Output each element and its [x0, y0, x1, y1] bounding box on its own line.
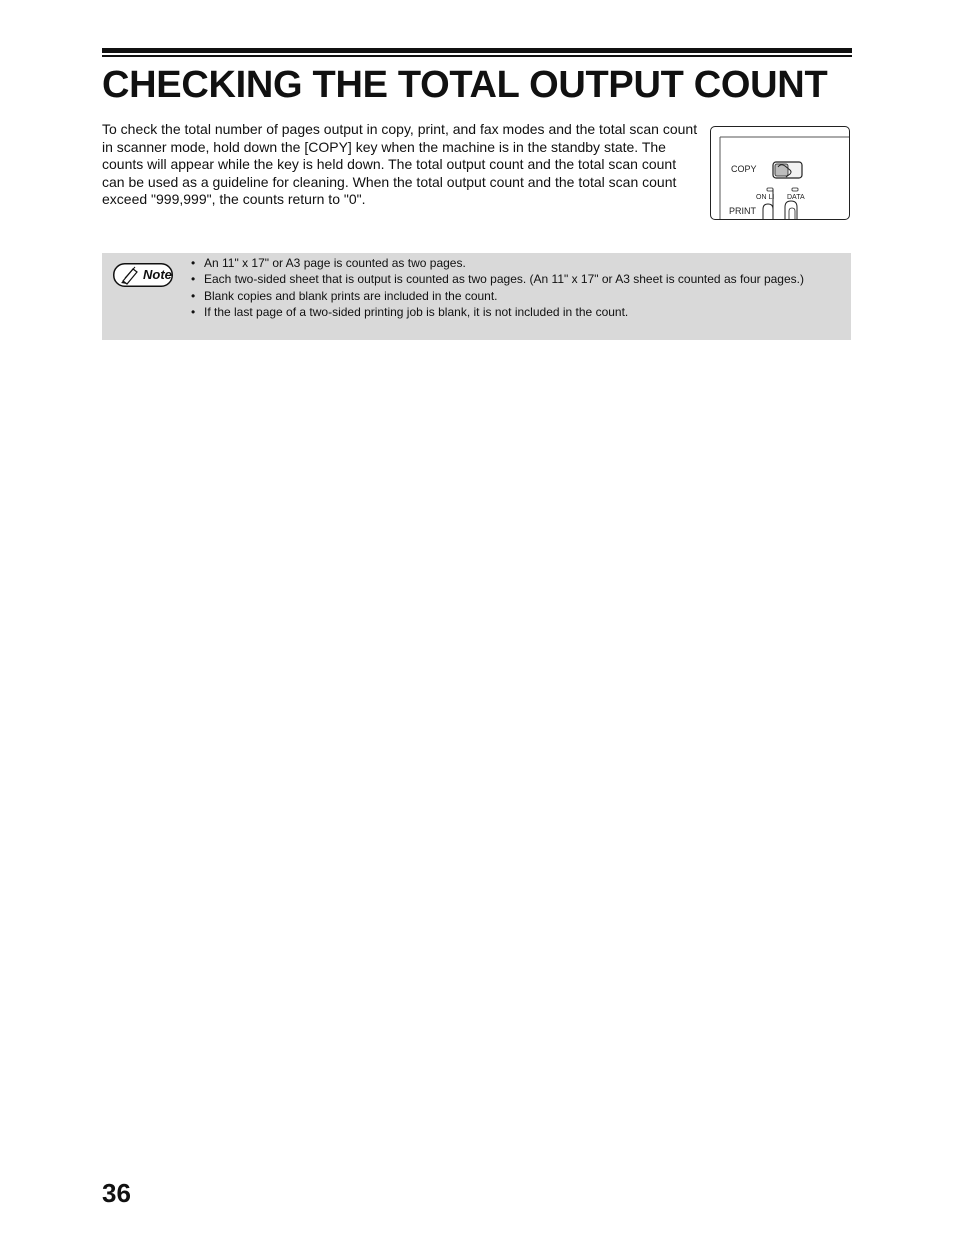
note-item: • An 11" x 17" or A3 page is counted as two pages. — [190, 255, 840, 271]
title-rule-thick — [102, 48, 852, 53]
data-label: DATA — [787, 194, 805, 201]
online-label: ON LI — [756, 194, 775, 201]
data-lamp-icon — [792, 188, 798, 191]
page-title: CHECKING THE TOTAL OUTPUT COUNT — [102, 64, 828, 106]
intro-paragraph: To check the total number of pages output in copy, print, and fax modes and the total scan count in scanner mode, hold down the [COPY] key when the machine is in the standby state. The counts will appear while the key is held down. The total output count and the total scan count can be used as a guideline for cleaning. When the total output count and the total scan count exceed "999,999", the counts return to "0". — [102, 121, 698, 207]
note-box — [102, 253, 851, 340]
note-badge — [113, 263, 173, 287]
print-key-label: PRINT — [729, 206, 756, 216]
note-item: • Blank copies and blank prints are included in the count. — [190, 288, 840, 304]
online-lamp-icon — [767, 188, 773, 191]
title-rule-thin — [102, 55, 852, 57]
page-number: 36 — [102, 1178, 131, 1208]
note-label: Note — [143, 267, 172, 282]
note-item: • If the last page of a two-sided printing job is blank, it is not included in the count. — [190, 304, 840, 320]
note-list — [190, 255, 840, 320]
copy-key-label: COPY — [731, 164, 757, 174]
note-item: • Each two-sided sheet that is output is counted as two pages. (An 11" x 17" or A3 sheet is counted as four pages.) — [190, 271, 840, 287]
operation-panel-illustration — [710, 126, 850, 220]
